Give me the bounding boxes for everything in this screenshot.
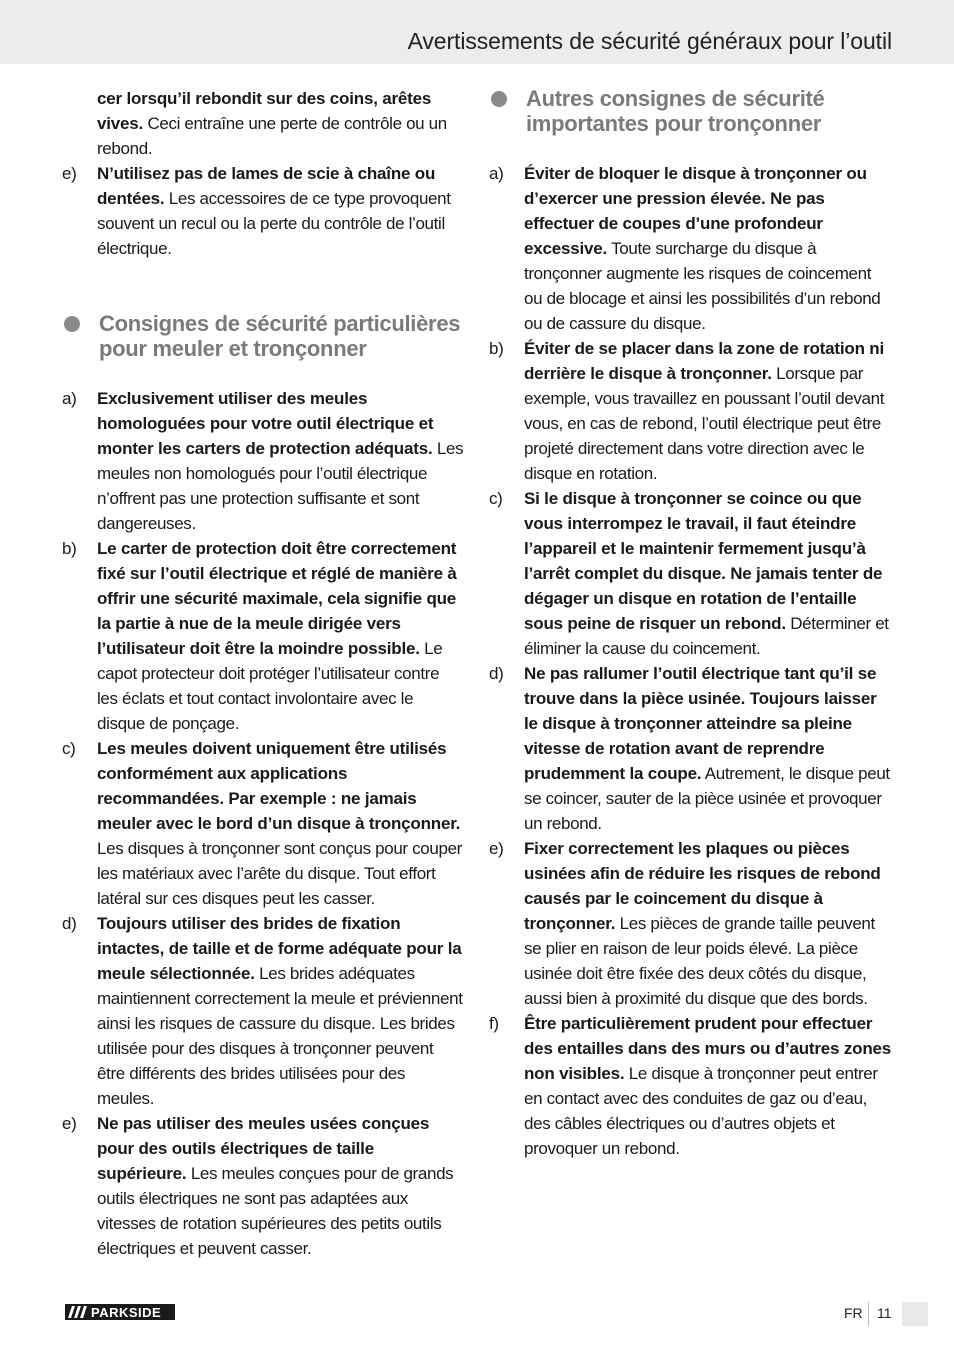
language-code: FR [844, 1305, 863, 1321]
item-text: Déterminer et éliminer la cause du coincement. [524, 614, 889, 658]
item-text: Les disques à tronçonner sont conçus pour couper les matériaux avec l’arête du disque. Tout effort latéral sur ces disques peut les casser. [97, 839, 462, 908]
item-label: c) [62, 739, 76, 758]
bullet-icon [64, 316, 80, 332]
footer-tab [902, 1302, 928, 1326]
list-item-d [62, 911, 464, 1111]
section-heading-text: Autres consignes de sécurité importantes pour tronçonner [526, 86, 825, 136]
list-item-e2 [62, 1111, 464, 1261]
item-text: Les brides adéquates maintiennent correctement la meule et préviennent ainsi les risques de cassure du disque. Les brides utilisée pour des disques à tronçonner peuvent être différents des brides utilisées pour des meules. [97, 964, 463, 1108]
item-bold: Éviter de bloquer le disque à tronçonner ou d’exercer une pression élevée. Ne pas effectuer de coupes d’une profondeur excessive. [524, 164, 867, 258]
continued-bold: cer lorsqu’il rebondit sur des coins, arêtes vives. [97, 89, 432, 133]
bullet-icon [491, 91, 507, 107]
section-heading-tronconner [489, 86, 891, 136]
list-item-c [62, 736, 464, 911]
section-heading-meuler [62, 311, 464, 361]
item-bold: Être particulièrement prudent pour effectuer des entailles dans des murs ou d’autres zones non visibles. [524, 1014, 892, 1083]
item-label: b) [489, 339, 504, 358]
item-text: Les accessoires de ce type provoquent souvent un recul ou la perte du contrôle de l’outil électrique. [97, 189, 451, 258]
item-bold: Si le disque à tronçonner se coince ou que vous interrompez le travail, il faut éteindre l’appareil et le maintenir fermement jusqu’à l’arrêt complet du disque. Ne jamais tenter de dégager un disque en rotation de l’entaille sous peine de risquer un rebond. [524, 489, 883, 633]
item-label: a) [489, 164, 504, 183]
list-item-b [62, 536, 464, 736]
item-label: e) [62, 1114, 77, 1133]
item-label: b) [62, 539, 77, 558]
list-item-c [489, 486, 891, 661]
item-text: Les pièces de grande taille peuvent se plier en raison de leur poids élevé. La pièce usinée doit être fixée des deux côtés du disque, aussi bien à proximité du disque que des bords. [524, 914, 875, 1008]
item-text: Lorsque par exemple, vous travaillez en poussant l’outil devant vous, en cas de rebond, l’outil électrique peut être projeté directement dans votre direction avec le disque en rotation. [524, 364, 885, 483]
continued-paragraph [62, 86, 464, 161]
item-text: Le disque à tronçonner peut entrer en contact avec des conduites de gaz ou d’eau, des câbles électriques ou d’autres objets et provoquer un rebond. [524, 1064, 878, 1158]
item-bold: Le carter de protection doit être correctement fixé sur l’outil électrique et réglé de manière à offrir une sécurité maximale, cela signifie que la partie à nue de la meule dirigée vers l’utilisateur doit être la moindre possible. [97, 539, 457, 658]
left-column [62, 86, 464, 1261]
item-label: f) [489, 1014, 499, 1033]
continued-text: Ceci entraîne une perte de contrôle ou un rebond. [97, 114, 447, 158]
item-bold: Ne pas utiliser des meules usées conçues pour des outils électriques de taille supérieure. [97, 1114, 430, 1183]
logo-stripes-icon [65, 1304, 87, 1320]
parkside-logo [65, 1304, 175, 1320]
item-bold: Toujours utiliser des brides de fixation intactes, de taille et de forme adéquate pour la meule sélectionnée. [97, 914, 462, 983]
section-heading-text: Consignes de sécurité particulières pour meuler et tronçonner [99, 311, 461, 361]
brand-name: PARKSIDE [91, 1304, 162, 1320]
item-bold: Ne pas rallumer l’outil électrique tant qu’il se trouve dans la pièce usinée. Toujours laisser le disque à tronçonner atteindre sa pleine vitesse de rotation avant de reprendre prudemment la coupe. [524, 664, 877, 783]
item-label: d) [62, 914, 77, 933]
list-item-b [489, 336, 891, 486]
item-bold: Éviter de se placer dans la zone de rotation ni derrière le disque à tronçonner. [524, 339, 884, 383]
right-column [489, 86, 891, 1161]
list-item-a [489, 161, 891, 336]
item-bold: Exclusivement utiliser des meules homologuées pour votre outil électrique et monter les carters de protection adéquats. [97, 389, 434, 458]
list-item-a [62, 386, 464, 536]
item-label: a) [62, 389, 77, 408]
item-label: e) [489, 839, 504, 858]
page-number: 11 [877, 1305, 892, 1321]
list-item-f [489, 1011, 891, 1161]
item-text: Toute surcharge du disque à tronçonner augmente les risques de coincement ou de blocage et ainsi les possibilités d’un rebond ou de cassure du disque. [524, 239, 881, 333]
item-text: Le capot protecteur doit protéger l’utilisateur contre les éclats et tout contact involontaire avec le disque de ponçage. [97, 639, 443, 733]
list-item-e [489, 836, 891, 1011]
footer-divider [868, 1302, 869, 1326]
page-title: Avertissements de sécurité généraux pour l’outil [407, 28, 892, 54]
list-item-d [489, 661, 891, 836]
item-label: d) [489, 664, 504, 683]
item-bold: N’utilisez pas de lames de scie à chaîne ou dentées. [97, 164, 436, 208]
item-label: c) [489, 489, 503, 508]
list-item-e [62, 161, 464, 261]
item-text: Les meules conçues pour de grands outils électriques ne sont pas adaptées aux vitesses de rotation supérieures des petits outils électriques et peuvent casser. [97, 1164, 454, 1258]
item-bold: Fixer correctement les plaques ou pièces usinées afin de réduire les risques de rebond causés par le coincement du disque à tronçonner. [524, 839, 881, 933]
item-text: Les meules non homologués pour l’outil électrique n’offrent pas une protection suffisante et sont dangereuses. [97, 439, 464, 533]
item-text: Autrement, le disque peut se coincer, sauter de la pièce usinée et provoquer un rebond. [524, 764, 890, 833]
item-bold: Les meules doivent uniquement être utilisés conformément aux applications recommandées. Par exemple : ne jamais meuler avec le bord d’un disque à tronçonner. [97, 739, 461, 833]
item-label: e) [62, 164, 77, 183]
